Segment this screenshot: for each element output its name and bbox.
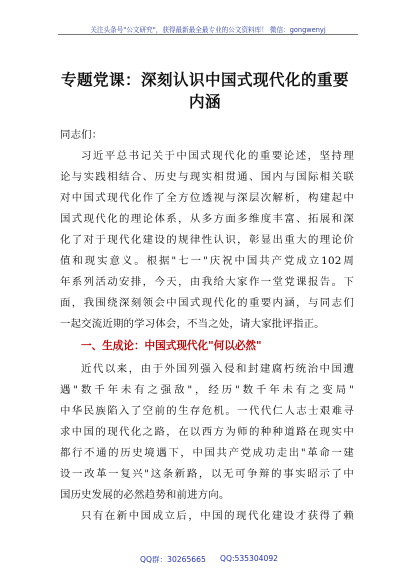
header-rule <box>58 34 358 35</box>
header-banner: 关注头条号"公文研究"，获得最新最全最专业的公文资料库！ 微信：gongwenyj <box>90 26 326 34</box>
paragraph-line: 近代以来，由于外国列强入侵和封建腐朽统治中国遭 <box>81 363 354 375</box>
section-heading-1: 一、生成论：中国式现代化"何以必然" <box>81 340 262 352</box>
paragraph-line: 遇"数千年未有之强敌"，经历"数千年未有之变局" <box>60 384 354 396</box>
paragraph-line: 论与实践相结合、历史与现实相贯通、国内与国际相关联 <box>60 171 354 183</box>
paragraph-line: 国式现代化的理论体系，从多方面多维度丰富、拓展和深 <box>60 213 354 225</box>
document-title-line-1: 专题党课：深刻认识中国式现代化的重要 <box>60 71 349 89</box>
paragraph-line: 求中国的现代化之路，在以西方为师的种种道路在现实中 <box>60 426 354 438</box>
paragraph-line: 习近平总书记关于中国式现代化的重要论述，坚持理 <box>81 150 354 162</box>
paragraph-line: 设一改革一复兴"这条新路，以无可争辩的事实昭示了中 <box>60 468 354 480</box>
salutation: 同志们： <box>60 129 103 141</box>
paragraph-line: 化了对于现代化建设的规律性认识，彰显出重大的理论价 <box>60 234 354 246</box>
paragraph-line: 对中国式现代化作了全方位透视与深层次解析，构建起中 <box>60 192 354 204</box>
document-title-line-2: 内涵 <box>188 93 221 111</box>
paragraph-line: 一起交流近期的学习体会，不当之处，请大家批评指正。 <box>60 318 325 330</box>
paragraph-line: 国历史发展的必然趋势和前进方向。 <box>60 489 230 501</box>
footer-qq-group: QQ群：30265665 <box>140 555 206 564</box>
paragraph-line: 都行不通的历史境遇下，中国共产党成功走出"革命一建 <box>60 447 354 459</box>
paragraph-line: 中华民族陷入了空前的生存危机。一代代仁人志士艰难寻 <box>60 405 354 417</box>
paragraph-line: 年系列活动安排，今天，由我给大家作一堂党课报告。下 <box>60 276 354 288</box>
paragraph-line: 面，我围绕深刻领会中国式现代化的重要内涵，与同志们 <box>60 297 354 309</box>
paragraph-line: 值和现实意义。根据"七一"庆祝中国共产党成立102周 <box>60 255 354 267</box>
footer-qq: QQ:535304092 <box>220 554 278 563</box>
paragraph-3-start: 只有在新中国成立后，中国的现代化建设才获得了赖 <box>81 510 354 522</box>
